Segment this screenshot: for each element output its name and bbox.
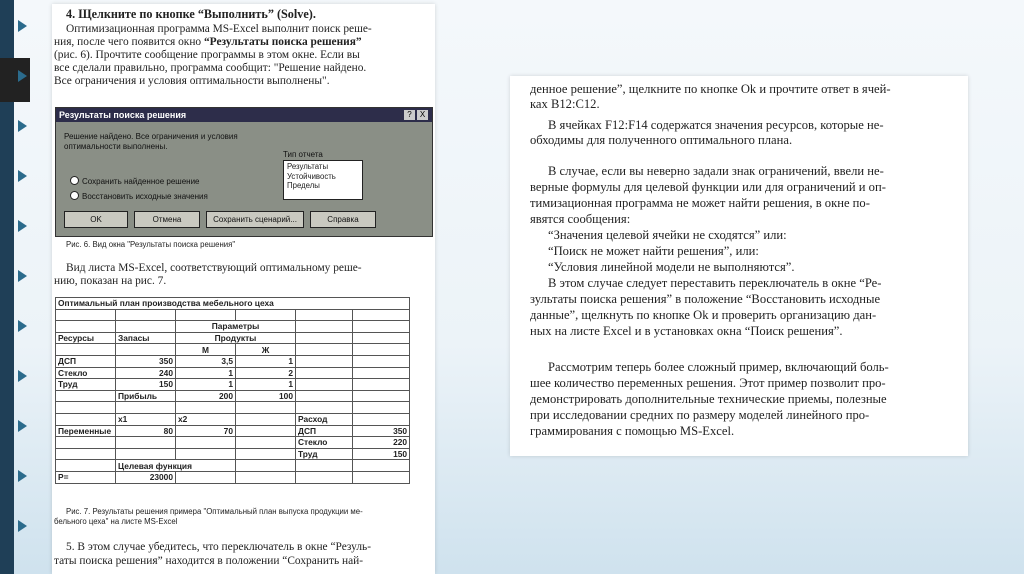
- report-item[interactable]: Устойчивость: [287, 171, 336, 181]
- arrow-column: [14, 0, 38, 574]
- arrow-icon: [18, 70, 27, 82]
- text-line: верные формулы для целевой функции или для ограничений и оп-: [530, 180, 886, 194]
- para1-line: Все ограничения и условия оптимальности выполнены".: [54, 75, 330, 87]
- text-line: явятся сообщения:: [530, 212, 631, 226]
- text-line: Рассмотрим теперь более сложный пример, включающий боль-: [548, 360, 889, 374]
- left-page: [52, 4, 435, 574]
- cell: 1: [236, 355, 296, 367]
- para3-line: 5. В этом случае убедитесь, что переключатель в окне “Резуль-: [66, 541, 372, 553]
- arrow-icon: [18, 170, 27, 182]
- cell: 70: [176, 425, 236, 437]
- text-line: тимизационная программа не может найти решения, в окне по-: [530, 196, 870, 210]
- arrow-icon: [18, 470, 27, 482]
- fig6-caption: Рис. 6. Вид окна "Результаты поиска решения": [66, 240, 236, 249]
- para1-line: (рис. 6). Прочтите сообщение программы в этом окне. Если вы: [54, 49, 360, 61]
- text-line: “Условия линейной модели не выполняются”.: [548, 260, 795, 274]
- excel-sheet: [55, 297, 410, 484]
- arrow-icon: [18, 220, 27, 232]
- row-label: Труд: [296, 448, 353, 460]
- row-label: Стекло: [56, 367, 116, 379]
- save-scenario-button[interactable]: Сохранить сценарий...: [206, 211, 304, 228]
- step4-heading: 4. Щелкните по кнопке “Выполнить” (Solve).: [66, 7, 316, 21]
- text-line: “Значения целевой ячейки не сходятся” или:: [548, 228, 787, 242]
- text-line: В случае, если вы неверно задали знак ограничений, ввели не-: [548, 164, 884, 178]
- fig7-caption: Рис. 7. Результаты решения примера "Оптимальный план выпуска продукции ме-: [66, 507, 363, 516]
- cell: 150: [116, 379, 176, 391]
- report-item[interactable]: Пределы: [287, 181, 320, 190]
- para1-line: все сделали правильно, программа сообщит: "Решение найдено.: [54, 62, 367, 74]
- row-label: P=: [56, 471, 116, 483]
- row-label: Прибыль: [116, 390, 176, 402]
- text-line: зультаты поиска решения” в положение “Восстановить исходные: [530, 292, 881, 306]
- close-icon[interactable]: X: [417, 110, 428, 120]
- help-icon[interactable]: ?: [404, 110, 415, 120]
- right-page: [510, 76, 968, 456]
- objective-header: Целевая функция: [116, 460, 236, 472]
- text-line: данные”, щелкнуть по кнопке Ok и проверить организацию дан-: [530, 308, 877, 322]
- row-label: ДСП: [56, 355, 116, 367]
- text-line: “Поиск не может найти решения”, или:: [548, 244, 759, 258]
- cell: 100: [236, 390, 296, 402]
- restore-values-radio[interactable]: [70, 191, 79, 200]
- arrow-icon: [18, 320, 27, 332]
- text-line: ках B12:C12.: [530, 97, 600, 111]
- text-line: В ячейках F12:F14 содержатся значения ресурсов, которые не-: [548, 118, 884, 132]
- report-item[interactable]: Результаты: [287, 162, 329, 171]
- dialog-title: Результаты поиска решения: [59, 110, 187, 120]
- row-label: Стекло: [296, 437, 353, 449]
- solver-results-dialog: [55, 107, 433, 237]
- keep-solution-label: Сохранить найденное решение: [82, 177, 200, 186]
- arrow-icon: [18, 20, 27, 32]
- report-type-label: Тип отчета: [283, 150, 323, 159]
- text-line: денное решение”, щелкните по кнопке Ok и прочтите ответ в ячей-: [530, 82, 891, 96]
- usage-header: Расход: [296, 413, 353, 425]
- text-line: обходимы для полученного оптимального плана.: [530, 133, 793, 147]
- text-line: шее количество переменных решения. Этот пример позволит про-: [530, 376, 886, 390]
- cell: 2: [236, 367, 296, 379]
- arrow-icon: [18, 370, 27, 382]
- arrow-icon: [18, 520, 27, 532]
- resources-header: Ресурсы: [56, 332, 116, 344]
- arrow-icon: [18, 120, 27, 132]
- dialog-message: Решение найдено. Все ограничения и условия: [64, 132, 238, 141]
- params-header: Параметры: [176, 321, 296, 333]
- cancel-button[interactable]: Отмена: [134, 211, 200, 228]
- cell: x2: [176, 413, 236, 425]
- dialog-titlebar: [56, 108, 432, 122]
- cell: 200: [176, 390, 236, 402]
- cell: 350: [353, 425, 410, 437]
- para1-line: ния, после чего появится окно “Результаты поиска решения”: [54, 36, 362, 48]
- ok-button[interactable]: OK: [64, 211, 128, 228]
- cell: 150: [353, 448, 410, 460]
- para2-line: Вид листа MS-Excel, соответствующий оптимальному реше-: [66, 262, 362, 274]
- cell: 1: [176, 379, 236, 391]
- dialog-message: оптимальности выполнены.: [64, 142, 168, 151]
- cell: 23000: [116, 471, 176, 483]
- restore-values-label: Восстановить исходные значения: [82, 192, 208, 201]
- cell: 240: [116, 367, 176, 379]
- arrow-icon: [18, 270, 27, 282]
- cell: 3,5: [176, 355, 236, 367]
- keep-solution-radio[interactable]: [70, 176, 79, 185]
- text-line: демонстрировать дополнительные технические приемы, полезные: [530, 392, 887, 406]
- m-header: М: [176, 344, 236, 356]
- help-button[interactable]: Справка: [310, 211, 376, 228]
- para3-line: таты поиска решения” находится в положении “Сохранить най-: [54, 555, 364, 567]
- row-label: Переменные: [56, 425, 116, 437]
- cell: 1: [236, 379, 296, 391]
- zh-header: Ж: [236, 344, 296, 356]
- para1-line: Оптимизационная программа MS-Excel выполнит поиск реше-: [66, 23, 372, 35]
- text-line: граммирования с помощью MS-Excel.: [530, 424, 735, 438]
- cell: x1: [116, 413, 176, 425]
- text-line: при исследовании средних по размеру моделей линейного про-: [530, 408, 870, 422]
- row-label: Труд: [56, 379, 116, 391]
- stocks-header: Запасы: [116, 332, 176, 344]
- products-header: Продукты: [176, 332, 296, 344]
- cell: 1: [176, 367, 236, 379]
- cell: 220: [353, 437, 410, 449]
- text-line: ных на листе Excel и в установках окна “Поиск решения”.: [530, 324, 843, 338]
- fig7-caption: бельного цеха" на листе MS-Excel: [54, 517, 178, 526]
- cell: 350: [116, 355, 176, 367]
- row-label: ДСП: [296, 425, 353, 437]
- text-line: В этом случае следует переставить переключатель в окне “Ре-: [548, 276, 882, 290]
- cell: 80: [116, 425, 176, 437]
- sheet-title: Оптимальный план производства мебельного цеха: [56, 298, 410, 310]
- report-type-list[interactable]: [283, 160, 363, 200]
- arrow-icon: [18, 420, 27, 432]
- para2-line: нию, показан на рис. 7.: [54, 275, 167, 287]
